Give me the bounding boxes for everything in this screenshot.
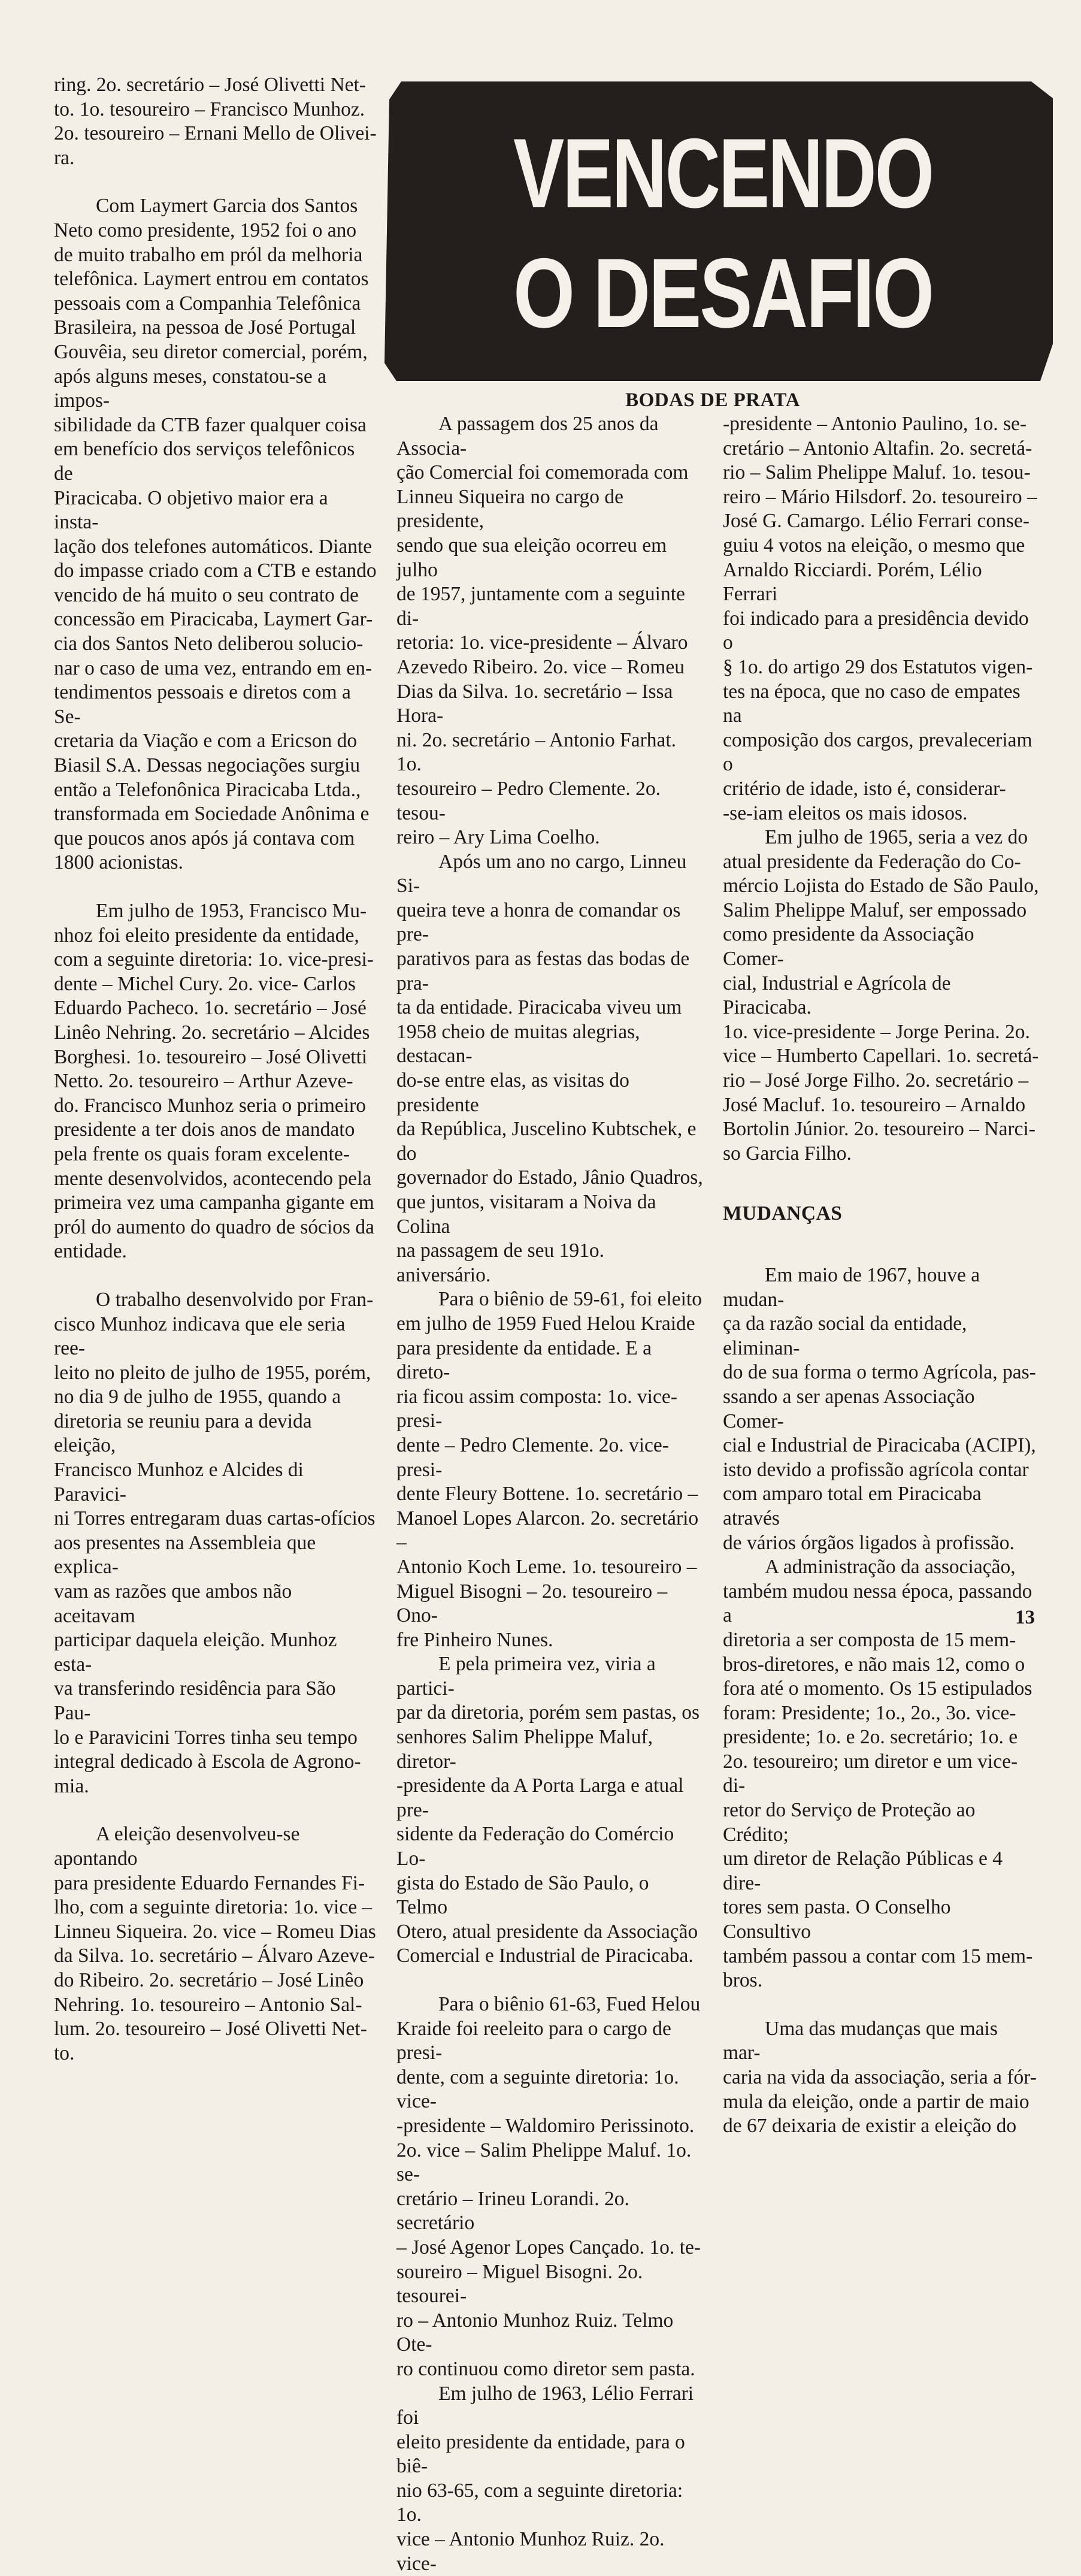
text-line: ni Torres entregaram duas cartas-ofícios [54,1507,376,1530]
text-line: do-se entre elas, as visitas do presidente [396,1069,629,1116]
text-line: Com Laymert Garcia dos Santos [96,195,358,217]
text-line: cretário – Irineu Lorandi. 2o. secretário [396,2187,629,2235]
text-line: reiro – Mário Hilsdorf. 2o. tesoureiro – [723,485,1037,508]
text-line: ni. 2o. secretário – Antonio Farhat. 1o. [396,728,677,776]
text-line [54,1264,377,1288]
text-line: Gouvêia, seu diretor comercial, porém, [54,340,368,363]
text-line: Para o biênio 61-63, Fued Helou [438,1993,701,2015]
text-line: Linneu Siqueira. 2o. vice – Romeu Dias [54,1920,376,1943]
text-line: lum. 2o. tesoureiro – José Olivetti Net- [54,2018,367,2040]
text-column-3 [723,412,1039,2139]
text-line: Em julho de 1963, Lélio Ferrari foi [396,2382,694,2429]
text-line: bros-diretores, e não mais 12, como o [723,1653,1025,1676]
text-line: sibilidade da CTB fazer qualquer coisa [54,413,367,436]
text-line: tesoureiro – Pedro Clemente. 2o. tesou- [396,777,661,824]
text-line: parativos para as festas das bodas de pra- [396,948,690,994]
text-line: presidente; 1o. e 2o. secretário; 1o. e [723,1726,1018,1749]
text-line: eleito presidente da entidade, para o biê- [396,2430,685,2478]
text-line: lação dos telefones automáticos. Diante [54,535,373,558]
text-line: pessoais com a Companhia Telefônica [54,292,361,315]
text-line: primeira vez uma campanha gigante em [54,1192,374,1214]
text-line: ta da entidade. Piracicaba viveu um [396,996,682,1019]
text-line: de vários órgãos ligados à profissão. [723,1531,1015,1554]
text-line: Linneu Siqueira no cargo de presidente, [396,485,623,533]
text-line: 2o. vice – Salim Phelippe Maluf. 1o. se- [396,2139,692,2186]
text-line: Brasileira, na pessoa de José Portugal [54,316,356,339]
text-line: entidade. [54,1240,127,1263]
text-line: também mudou nessa época, passando a [723,1580,1032,1627]
text-line: -presidente – Antonio Paulino, 1o. se- [723,413,1027,435]
text-line: cial, Industrial e Agrícola de Piracicaba. [723,972,951,1019]
text-line: retor do Serviço de Proteção ao Crédito; [723,1799,976,1846]
text-line: Para o biênio de 59-61, foi eleito [438,1288,703,1311]
page-number: 13 [1015,1607,1035,1628]
text-line: fre Pinheiro Nunes. [396,1628,553,1651]
text-line: aos presentes na Assembleia que explica- [54,1531,316,1579]
text-line: José Macluf. 1o. tesoureiro – Arnaldo [723,1093,1026,1116]
text-line: integral dedicado à Escola de Agrono- [54,1750,361,1773]
title-banner [384,81,1053,381]
text-line: cretário – Antonio Altafin. 2o. secretá- [723,437,1032,459]
text-line: Otero, atual presidente da Associação [396,1920,698,1943]
text-line: do impasse criado com a CTB e estando [54,560,377,582]
text-column-1 [54,73,377,2066]
text-line: ring. 2o. secretário – José Olivetti Net- [54,74,366,96]
banner-line2: O DESAFIO [513,238,932,348]
text-line: Nehring. 1o. tesoureiro – Antonio Sal- [54,1993,362,2016]
text-line: Neto como presidente, 1952 foi o ano [54,219,357,241]
text-line: composição dos cargos, prevaleceriam o [723,728,1032,776]
text-line: Salim Phelippe Maluf, ser empossado [723,899,1027,921]
text-line: participar daquela eleição. Munhoz esta- [54,1629,337,1676]
text-line: ssando a ser apenas Associação Comer- [723,1385,975,1432]
text-line: telefônica. Laymert entrou em contatos [54,268,369,291]
text-line: dente, com a seguinte diretoria: 1o. vice- [396,2066,679,2113]
text-line [54,170,377,194]
text-line: Borghesi. 1o. tesoureiro – José Olivetti [54,1045,368,1068]
text-line: – José Agenor Lopes Cançado. 1o. te- [396,2236,701,2258]
text-line: vice – Humberto Capellari. 1o. secretá- [723,1045,1039,1068]
text-line: em julho de 1959 Fued Helou Kraide [396,1312,695,1335]
text-line: rio – José Jorge Filho. 2o. secretário – [723,1069,1029,1092]
text-line: soureiro – Miguel Bisogni. 2o. tesourei- [396,2260,643,2308]
text-line: presidente a ter dois anos de mandato [54,1118,355,1141]
bodas-heading-text: BODAS DE PRATA [625,389,800,411]
text-line: dente – Michel Cury. 2o. vice- Carlos [54,972,356,995]
text-line: sendo que sua eleição ocorreu em julho [396,534,667,581]
text-line: mula da eleição, onde a partir de maio [723,2090,1029,2113]
text-line: Dias da Silva. 1o. secretário – Issa Hora- [396,680,673,727]
text-line: O trabalho desenvolvido por Fran- [96,1288,374,1311]
text-line: par da diretoria, porém sem pastas, os [396,1701,700,1724]
text-line: de 1957, juntamente com a seguinte di- [396,583,685,630]
text-line: do de sua forma o termo Agrícola, pas- [723,1361,1036,1384]
text-line: do. Francisco Munhoz seria o primeiro [54,1094,366,1117]
text-line: vencido de há muito o seu contrato de [54,583,359,606]
text-line: concessão em Piracicaba, Laymert Gar- [54,608,373,631]
text-line: também passou a contar com 15 mem- [723,1945,1033,1967]
text-line: A administração da associação, [765,1556,1016,1579]
text-line: Arnaldo Ricciardi. Porém, Lélio Ferrari [723,558,982,606]
text-line: E pela primeira vez, viria a partici- [396,1653,656,1700]
text-line: -presidente – Waldomiro Perissinoto. [396,2114,695,2137]
banner-graphic [384,81,1053,381]
text-line: Biasil S.A. Dessas negociações surgiu [54,754,361,777]
text-line: to. [54,2042,75,2064]
text-line: Linêo Nehring. 2o. secretário – Alcides [54,1021,370,1044]
text-line: 1958 cheio de muitas alegrias, destacan- [396,1020,640,1068]
text-line: -se-iam eleitos os mais idosos. [723,802,968,824]
text-line: cretaria da Viação e com a Ericson do [54,730,358,752]
text-line: transformada em Sociedade Anônima e [54,803,370,826]
text-line: va transferindo residência para São Pau- [54,1677,336,1724]
text-line [396,1969,703,1993]
text-line: gista do Estado de São Paulo, o Telmo [396,1871,649,1919]
text-line: vam as razões que ambos não aceitavam [54,1580,292,1627]
text-line: isto devido a profissão agrícola contar [723,1458,1029,1481]
text-line: Uma das mudanças que mais mar- [723,2017,998,2064]
text-line: no dia 9 de julho de 1955, quando a [54,1386,341,1408]
banner-line1: VENCENDO [513,118,932,228]
text-line: Netto. 2o. tesoureiro – Arthur Azeve- [54,1070,353,1093]
text-line: retoria: 1o. vice-presidente – Álvaro [396,631,688,654]
text-line: sidente da Federação do Comércio Lo- [396,1823,674,1870]
text-line: como presidente da Associação Comer- [723,923,974,970]
text-line: ria ficou assim composta: 1o. vice-presi- [396,1385,677,1432]
text-line: tendimentos pessoais e diretos com a Se- [54,681,351,728]
text-line: após alguns meses, constatou-se a impos- [54,365,326,412]
text-line: cia dos Santos Neto deliberou solucio- [54,633,364,655]
text-line: para presidente da entidade. E a direto- [396,1337,652,1384]
text-line: de 67 deixaria de existir a eleição do [723,2115,1017,2137]
text-line: da República, Juscelino Kubtschek, e do [396,1118,697,1165]
text-line: A eleição desenvolveu-se apontando [54,1823,300,1870]
text-line: ro continuou como diretor sem pasta. [396,2357,695,2380]
text-line: 1800 acionistas. [54,851,183,874]
text-line: caria na vida da associação, seria a fór- [723,2066,1037,2088]
text-line: vice – Antonio Munhoz Ruiz. 2o. vice- [396,2528,665,2575]
text-line: 2o. tesoureiro – Ernani Mello de Olivei- [54,122,377,145]
text-line: -presidente da A Porta Larga e atual pre- [396,1774,684,1821]
text-line: um diretor de Relação Públicas e 4 dire- [723,1848,1003,1894]
text-line: queira teve a honra de comandar os pre- [396,899,681,946]
text-line: lo e Paravicini Torres tinha seu tempo [54,1726,358,1749]
text-line: lho, com a seguinte diretoria: 1o. vice – [54,1896,373,1919]
text-line: bros. [723,1969,763,1992]
text-line: mia. [54,1774,89,1797]
text-line: guiu 4 votos na eleição, o mesmo que [723,534,1025,557]
text-line: Eduardo Pacheco. 1o. secretário – José [54,997,367,1020]
text-line: diretoria a ser composta de 15 mem- [723,1628,1016,1651]
text-line: senhores Salim Phelippe Maluf, diretor- [396,1726,653,1773]
text-line: Manoel Lopes Alarcon. 2o. secretário – [396,1507,699,1554]
text-line: ção Comercial foi comemorada com [396,461,689,484]
text-line: com amparo total em Piracicaba através [723,1483,982,1529]
text-line: foram: Presidente; 1o., 2o., 3o. vice- [723,1701,1016,1724]
text-line: José G. Camargo. Lélio Ferrari conse- [723,510,1029,533]
text-line: critério de idade, isto é, considerar- [723,777,1006,800]
text-line: dente – Pedro Clemente. 2o. vice-presi- [396,1434,669,1481]
text-line: Miguel Bisogni – 2o. tesoureiro – Ono- [396,1580,668,1627]
text-line: Piracicaba. O objetivo maior era a insta- [54,486,328,534]
text-line: então a Telefonônica Piracicaba Ltda., [54,778,361,801]
text-line [54,1798,377,1822]
text-line: § 1o. do artigo 29 dos Estatutos vigen- [723,655,1033,678]
text-line: que poucos anos após já contava com [54,827,355,849]
column-3-part-a [723,412,1039,1166]
text-line: pela frente os quais foram excelente- [54,1142,350,1165]
text-line: 2o. tesoureiro; um diretor e um vice-di- [723,1750,1018,1797]
text-line: Em julho de 1965, seria a vez do [765,826,1028,849]
text-line: Em julho de 1953, Francisco Mu- [96,900,367,922]
text-line: rio – Salim Phelippe Maluf. 1o. tesou- [723,461,1031,484]
text-line [723,1993,1039,2017]
text-line: A passagem dos 25 anos da Associa- [396,413,659,459]
text-line: diretoria se reuniu para a devida eleição, [54,1410,312,1457]
text-line: reiro – Ary Lima Coelho. [396,826,600,849]
text-line: governador do Estado, Jânio Quadros, [396,1166,703,1189]
text-line: ro – Antonio Munhoz Ruiz. Telmo Ote- [396,2309,674,2356]
text-line: com a seguinte diretoria: 1o. vice-presi- [54,948,374,971]
text-line: para presidente Eduardo Fernandes Fi- [54,1871,365,1894]
text-line: Antonio Koch Leme. 1o. tesoureiro – [396,1555,697,1578]
text-column-2 [396,412,703,2576]
text-line: nar o caso de uma vez, entrando em en- [54,657,373,679]
text-line: em benefício dos serviços telefônicos de [54,438,355,485]
text-line: 1o. vice-presidente – Jorge Perina. 2o. [723,1020,1030,1043]
text-line: Azevedo Ribeiro. 2o. vice – Romeu [396,655,685,678]
text-line: mente desenvolvidos, acontecendo pela [54,1167,372,1190]
text-line: Comercial e Industrial de Piracicaba. [396,1945,694,1967]
text-line: cisco Munhoz indicava que ele seria ree- [54,1313,346,1360]
text-line: Francisco Munhoz e Alcides di Paravici- [54,1459,304,1505]
text-line: ça da razão social da entidade, eliminan- [723,1313,967,1359]
text-line: que juntos, visitaram a Noiva da Colina [396,1191,656,1238]
text-line: leito no pleito de julho de 1955, porém, [54,1361,371,1384]
text-line: foi indicado para a presidência devido o [723,607,1029,654]
text-line: Após um ano no cargo, Linneu Si- [396,850,687,897]
text-line: de muito trabalho em pról da melhoria [54,243,363,266]
text-line: da Silva. 1o. secretário – Álvaro Azeve- [54,1945,375,1967]
text-line: tores sem pasta. O Conselho Consultivo [723,1896,951,1943]
text-line: nio 63-65, com a seguinte diretoria: 1o. [396,2479,683,2526]
column-3-part-b [723,1263,1039,2139]
text-line: pról do aumento do quadro de sócios da [54,1216,374,1238]
text-line: fora até o momento. Os 15 estipulados [723,1677,1032,1700]
text-line: do Ribeiro. 2o. secretário – José Linêo [54,1969,364,1991]
mudancas-heading: MUDANÇAS [723,1202,843,1225]
text-line: Kraide foi reeleito para o cargo de presi- [396,2017,671,2064]
text-line: na passagem de seu 191o. aniversário. [396,1239,605,1286]
text-line: so Garcia Filho. [723,1142,852,1165]
text-line: tes na época, que no caso de empates na [723,680,1021,727]
text-line: ra. [54,146,75,169]
text-line: cial e Industrial de Piracicaba (ACIPI), [723,1434,1036,1457]
text-line: mércio Lojista do Estado de São Paulo, [723,875,1039,897]
text-line: nhoz foi eleito presidente da entidade, [54,924,359,947]
section-heading-bodas [593,388,832,412]
text-line: atual presidente da Federação do Co- [723,850,1021,873]
text-line: to. 1o. tesoureiro – Francisco Munhoz. [54,98,365,120]
text-line: dente Fleury Bottene. 1o. secretário – [396,1483,698,1505]
text-line: Em maio de 1967, houve a mudan- [723,1264,980,1311]
text-line: Bortolin Júnior. 2o. tesoureiro – Narci- [723,1118,1035,1141]
text-line [54,875,377,899]
